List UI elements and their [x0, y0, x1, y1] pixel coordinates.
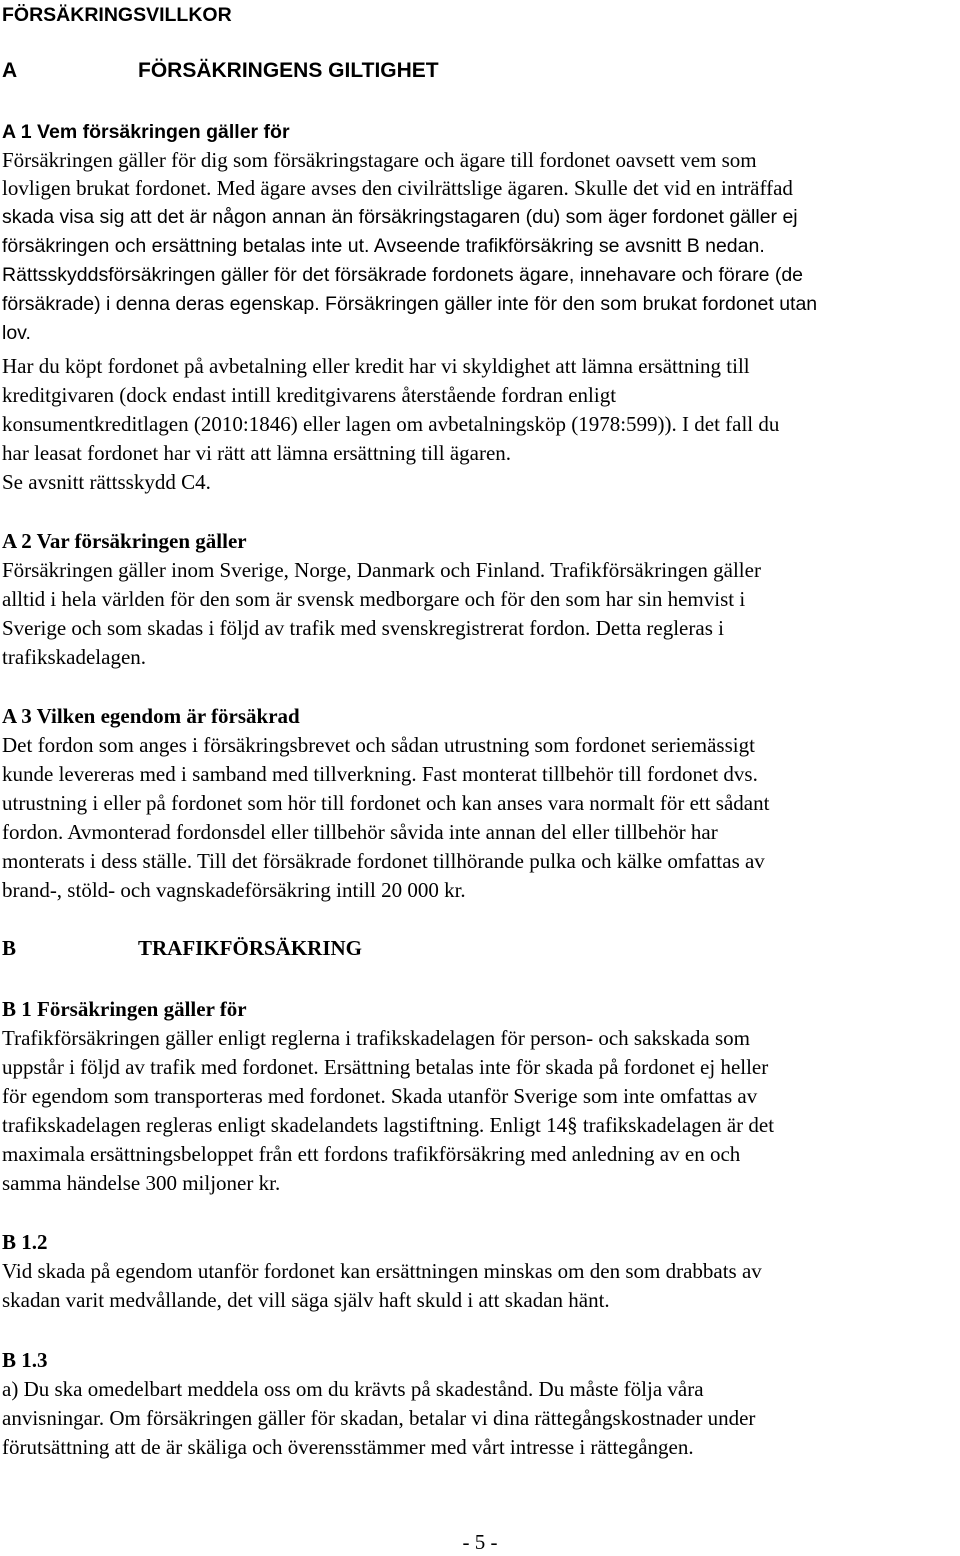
section-b-title: TRAFIKFÖRSÄKRING	[138, 936, 363, 960]
page-number: - 5 -	[462, 1530, 498, 1554]
a1-line: försäkringen och ersättning betalas inte ut. Avseende trafikförsäkring se avsnitt B nedan.	[2, 235, 765, 257]
section-a-title: FÖRSÄKRINGENS GILTIGHET	[138, 59, 439, 82]
b13-line: anvisningar. Om försäkringen gäller för skadan, betalar vi dina rättegångskostnader under	[2, 1406, 756, 1430]
b1-line: maximala ersättningsbeloppet från ett fordons trafikförsäkring med anledning av en och	[2, 1142, 741, 1166]
a3-line: kunde levereras med i samband med tillverkning. Fast monterat tillbehör till fordonet dvs.	[2, 762, 758, 786]
b12-heading: B 1.2	[2, 1230, 48, 1254]
b12-line: Vid skada på egendom utanför fordonet kan ersättningen minskas om den som drabbats av	[2, 1259, 762, 1283]
a1-line: lovligen brukat fordonet. Med ägare avses den civilrättslige ägaren. Skulle det vid en inträffad	[2, 176, 793, 200]
a1-line: konsumentkreditlagen (2010:1846) eller lagen om avbetalningsköp (1978:599)). I det fall du	[2, 412, 780, 436]
b1-line: samma händelse 300 miljoner kr.	[2, 1171, 281, 1195]
a2-line: alltid i hela världen för den som är svensk medborgare och för den som har sin hemvist i	[2, 587, 746, 611]
a1-line: försäkrade) i denna deras egenskap. Försäkringen gäller inte för den som brukat fordonet utan	[2, 293, 818, 315]
a3-line: utrustning i eller på fordonet som hör till fordonet och kan anses vara normalt för ett sådant	[2, 791, 770, 815]
a1-line: har leasat fordonet har vi rätt att lämna ersättning till ägaren.	[2, 441, 512, 465]
a3-line: monterats i dess ställe. Till det försäkrade fordonet tillhörande pulka och kälke omfattas av	[2, 849, 765, 873]
b1-heading: B 1 Försäkringen gäller för	[2, 997, 247, 1021]
b13-heading: B 1.3	[2, 1348, 48, 1372]
document-title: FÖRSÄKRINGSVILLKOR	[2, 4, 232, 26]
b13-line: förutsättning att de är skäliga och överensstämmer med vårt intresse i rättegången.	[2, 1435, 694, 1459]
a1-line: Har du köpt fordonet på avbetalning eller kredit har vi skyldighet att lämna ersättning till	[2, 354, 750, 378]
a3-heading: A 3 Vilken egendom är försäkrad	[2, 704, 300, 728]
a1-line: lov.	[2, 322, 31, 344]
a3-line: Det fordon som anges i försäkringsbrevet och sådan utrustning som fordonet seriemässigt	[2, 733, 755, 757]
section-b-letter: B	[2, 936, 17, 960]
a2-line: trafikskadelagen.	[2, 645, 147, 669]
a1-heading: A 1 Vem försäkringen gäller för	[2, 121, 290, 143]
b1-line: för egendom som transporteras med fordonet. Skada utanför Sverige som inte omfattas av	[2, 1084, 758, 1108]
a2-line: Försäkringen gäller inom Sverige, Norge, Danmark och Finland. Trafikförsäkringen gäller	[2, 558, 761, 582]
a3-line: brand-, stöld- och vagnskadeförsäkring intill 20 000 kr.	[2, 878, 466, 902]
a1-line: Se avsnitt rättsskydd C4.	[2, 470, 211, 494]
a3-line: fordon. Avmonterad fordonsdel eller tillbehör såvida inte annan del eller tillbehör har	[2, 820, 718, 844]
b13-line: a) Du ska omedelbart meddela oss om du krävts på skadestånd. Du måste följa våra	[2, 1377, 704, 1401]
b1-line: trafikskadelagen regleras enligt skadelandets lagstiftning. Enligt 14§ trafikskadelagen är det	[2, 1113, 775, 1137]
a2-line: Sverige och som skadas i följd av trafik med svenskregistrerat fordon. Detta regleras i	[2, 616, 724, 640]
a1-line: skada visa sig att det är någon annan än försäkringstagaren (du) som äger fordonet gäller ej	[2, 206, 798, 228]
b1-line: Trafikförsäkringen gäller enligt reglerna i trafikskadelagen för person- och sakskada som	[2, 1026, 750, 1050]
b12-line: skadan varit medvållande, det vill säga själv haft skuld i att skadan hänt.	[2, 1288, 610, 1312]
b1-line: uppstår i följd av trafik med fordonet. Ersättning betalas inte för skada på fordonet ej heller	[2, 1055, 769, 1079]
a2-heading: A 2 Var försäkringen gäller	[2, 529, 247, 553]
section-a-letter: A	[2, 59, 18, 82]
a1-line: Rättsskyddsförsäkringen gäller för det försäkrade fordonets ägare, innehavare och förare (de	[2, 264, 804, 286]
a1-line: kreditgivaren (dock endast intill kreditgivarens återstående fordran enligt	[2, 383, 617, 407]
a1-line: Försäkringen gäller för dig som försäkringstagare och ägare till fordonet oavsett vem som	[2, 148, 757, 172]
